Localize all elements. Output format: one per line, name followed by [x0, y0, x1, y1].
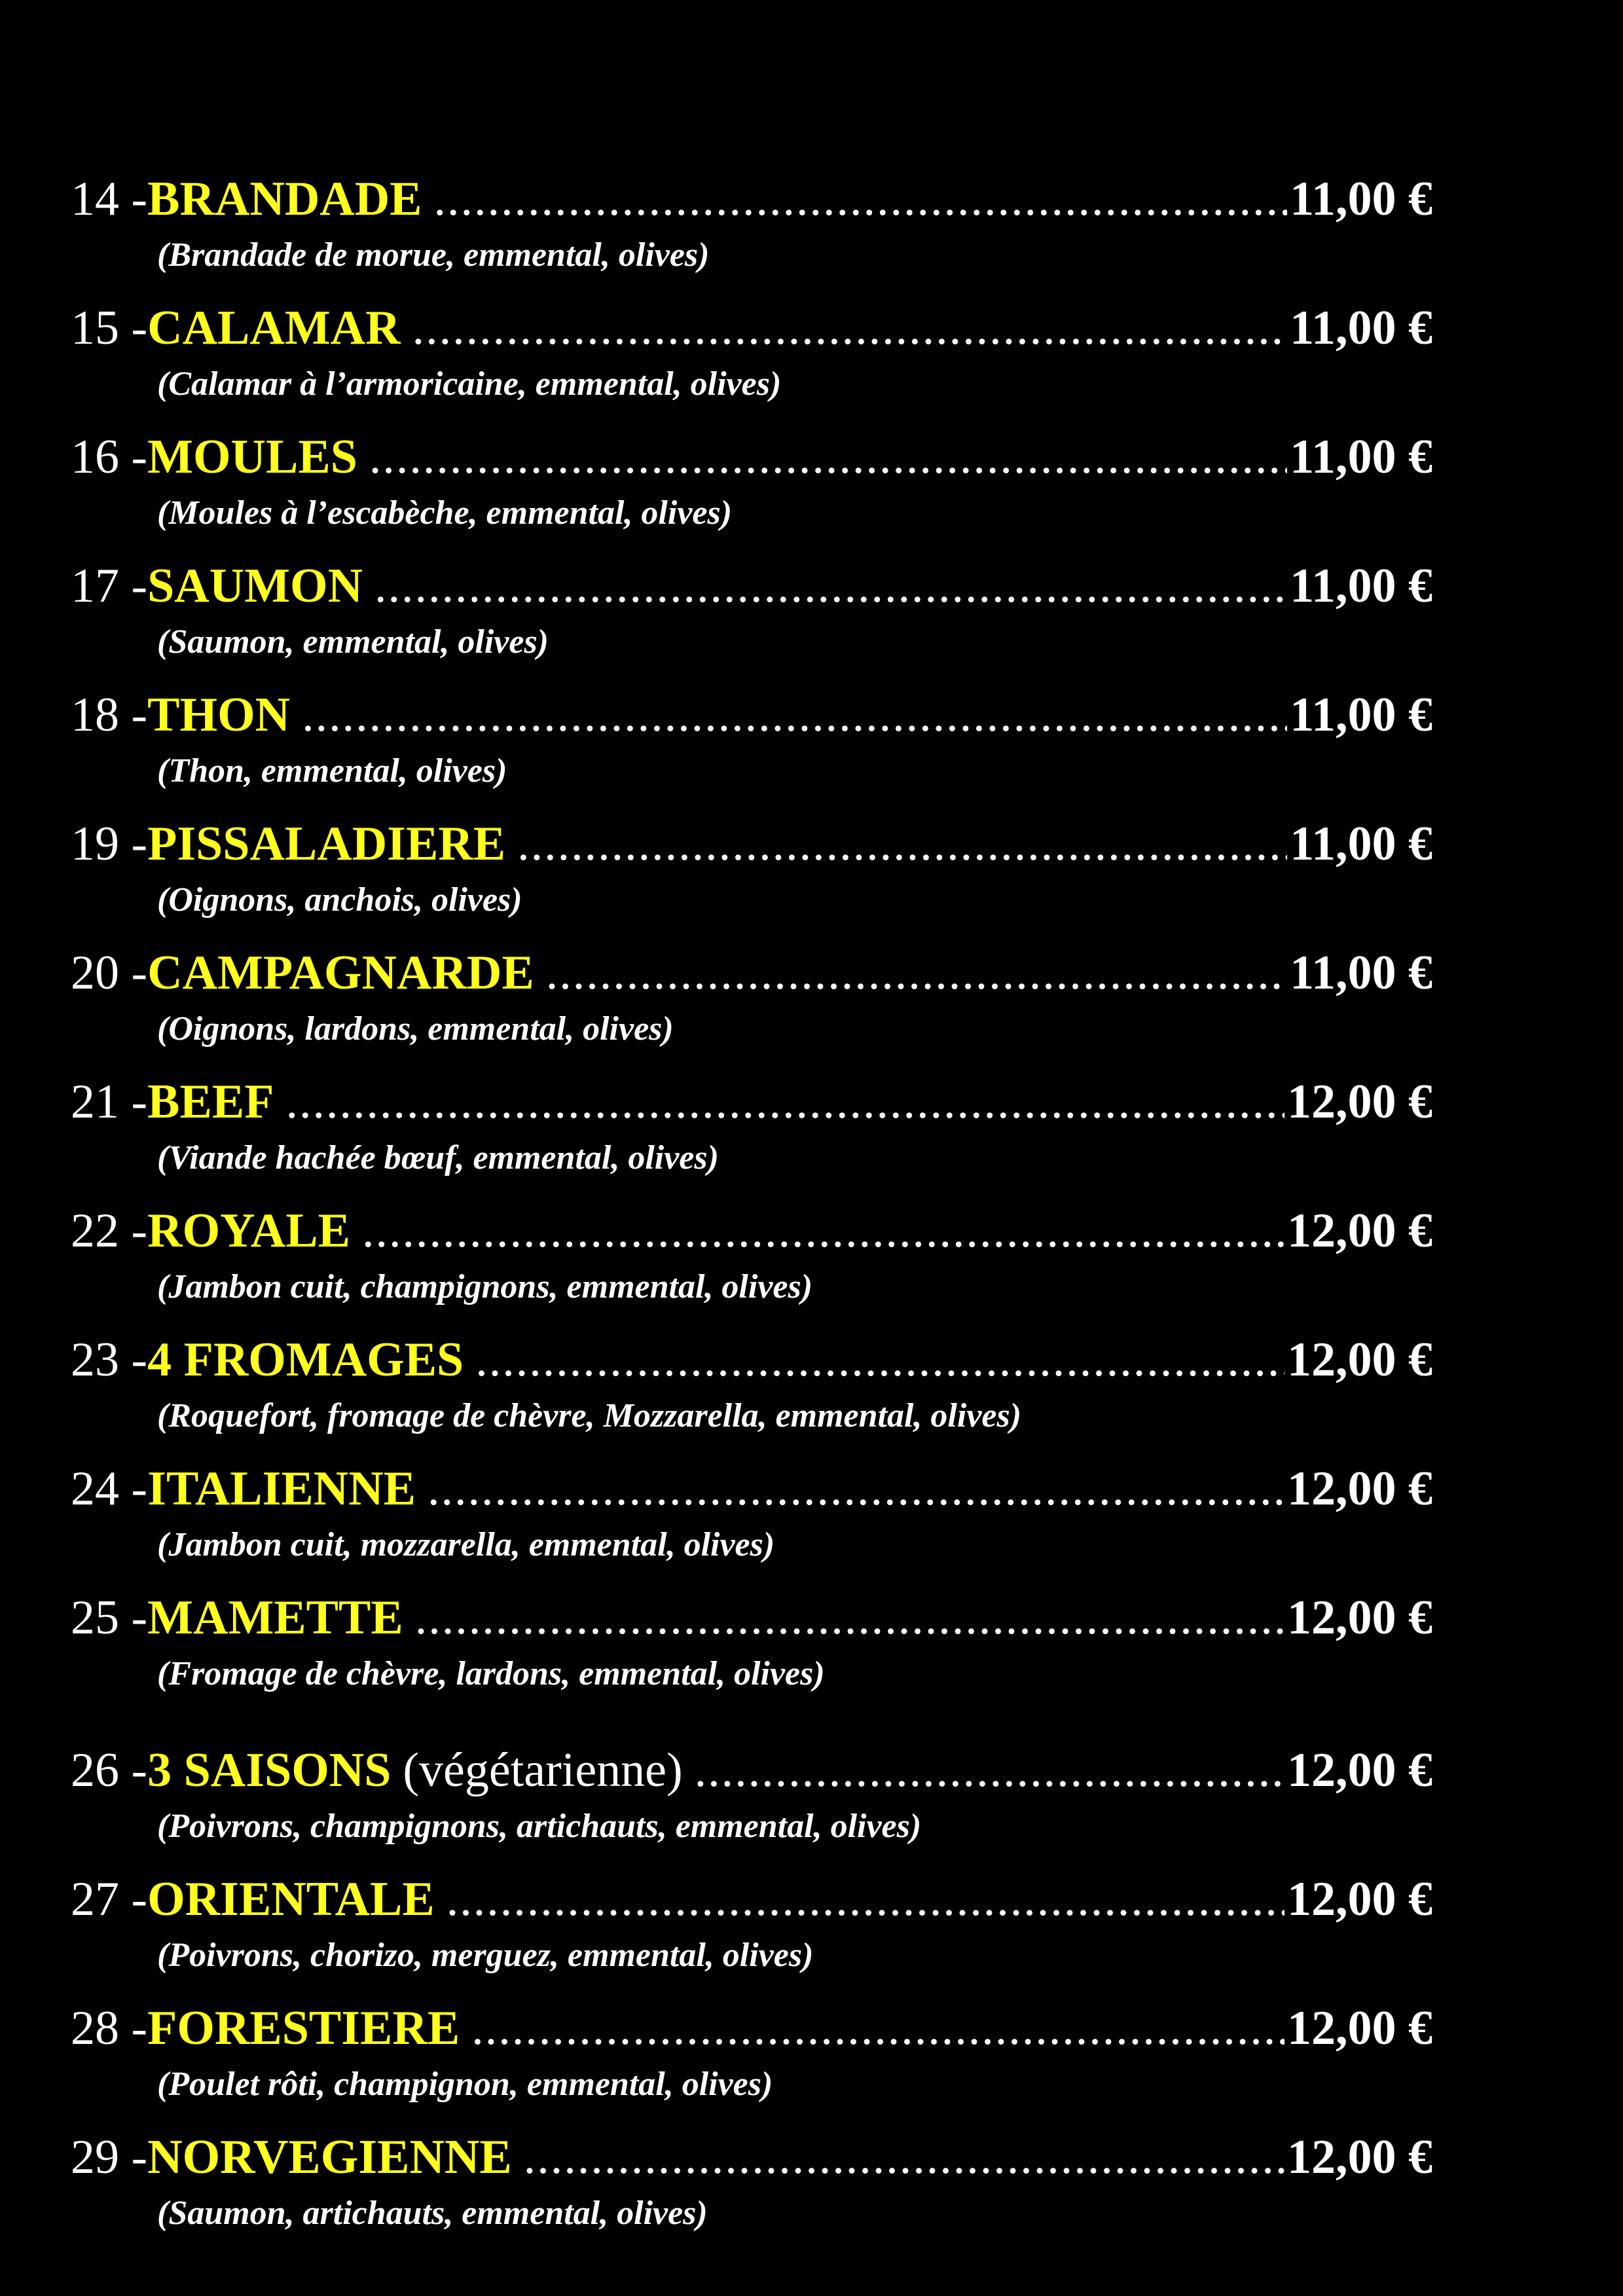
- item-number: 14 -: [71, 172, 148, 226]
- item-number: 26 -: [71, 1743, 148, 1797]
- item-description: (Saumon, artichauts, emmental, olives): [157, 2195, 708, 2232]
- item-name: CALAMAR: [147, 301, 401, 355]
- menu-item-25: [71, 1582, 1432, 1711]
- menu-item-line: [71, 1324, 1432, 1395]
- item-name: 3 SAISONS: [147, 1743, 392, 1797]
- item-number: 19 -: [71, 817, 148, 871]
- item-description: (Moules à l’escabèche, emmental, olives): [157, 494, 733, 532]
- item-number: 16 -: [71, 430, 148, 484]
- item-number: 25 -: [71, 1591, 148, 1645]
- item-description: (Oignons, lardons, emmental, olives): [157, 1010, 674, 1048]
- dot-leader: [524, 2122, 1285, 2193]
- item-number: 29 -: [71, 2130, 148, 2184]
- menu-item-19: [71, 809, 1432, 938]
- item-number: 17 -: [71, 559, 148, 613]
- item-price: 11,00 €: [1290, 172, 1432, 226]
- dot-leader: [447, 1864, 1285, 1935]
- item-price: 12,00 €: [1287, 1872, 1432, 1926]
- dot-leader: [517, 809, 1287, 879]
- dot-leader: [475, 1324, 1285, 1395]
- item-number: 18 -: [71, 688, 148, 742]
- item-description: (Poivrons, chorizo, merguez, emmental, olives): [157, 1937, 814, 1974]
- item-price: 12,00 €: [1287, 1333, 1432, 1387]
- dot-leader: [302, 680, 1287, 750]
- menu-item-line: [71, 1066, 1432, 1137]
- menu-item-29: [71, 2122, 1432, 2251]
- menu-item-line: [71, 938, 1432, 1008]
- menu-item-line: [71, 293, 1432, 363]
- menu-item-15: [71, 293, 1432, 422]
- item-price: 11,00 €: [1290, 688, 1432, 742]
- item-name: ITALIENNE: [147, 1462, 416, 1516]
- item-description: (Thon, emmental, olives): [157, 752, 507, 790]
- item-description: (Jambon cuit, mozzarella, emmental, olives): [157, 1526, 775, 1563]
- menu-item-17: [71, 551, 1432, 680]
- item-price: 11,00 €: [1290, 946, 1432, 1000]
- menu-item-22: [71, 1195, 1432, 1324]
- item-description: (Viande hachée bœuf, emmental, olives): [157, 1139, 719, 1176]
- menu-item-line: [71, 422, 1432, 492]
- item-number: 27 -: [71, 1872, 148, 1926]
- menu-item-14: [71, 164, 1432, 293]
- item-note: (végétarienne): [403, 1743, 683, 1797]
- item-description: (Calamar à l’armoricaine, emmental, olives): [157, 365, 782, 403]
- menu-item-line: [71, 1735, 1432, 1806]
- item-price: 12,00 €: [1287, 1743, 1432, 1797]
- item-number: 21 -: [71, 1075, 148, 1129]
- item-name: BRANDADE: [147, 172, 422, 226]
- menu-item-26: [71, 1735, 1432, 1864]
- menu-item-line: [71, 1582, 1432, 1653]
- menu-item-27: [71, 1864, 1432, 1993]
- menu-item-line: [71, 2122, 1432, 2193]
- item-price: 11,00 €: [1290, 559, 1432, 613]
- item-description: (Poulet rôti, champignon, emmental, olives): [157, 2066, 773, 2103]
- item-price: 12,00 €: [1287, 1591, 1432, 1645]
- item-price: 12,00 €: [1287, 1204, 1432, 1258]
- item-number: 15 -: [71, 301, 148, 355]
- menu-item-16: [71, 422, 1432, 551]
- dot-leader: [428, 1453, 1285, 1524]
- menu-item-line: [71, 809, 1432, 879]
- dot-leader: [546, 938, 1287, 1008]
- item-number: 20 -: [71, 946, 148, 1000]
- item-name: PISSALADIERE: [147, 817, 506, 871]
- dot-leader: [415, 1582, 1285, 1653]
- item-number: 22 -: [71, 1204, 148, 1258]
- item-description: (Saumon, emmental, olives): [157, 623, 549, 661]
- item-price: 12,00 €: [1287, 1075, 1432, 1129]
- menu-item-23: [71, 1324, 1432, 1453]
- item-description: (Brandade de morue, emmental, olives): [157, 236, 710, 274]
- item-price: 11,00 €: [1290, 301, 1432, 355]
- item-name: SAUMON: [147, 559, 363, 613]
- item-description: (Oignons, anchois, olives): [157, 881, 522, 919]
- item-price: 12,00 €: [1287, 2130, 1432, 2184]
- dot-leader: [285, 1066, 1285, 1137]
- pizza-menu-list: [71, 164, 1432, 2251]
- dot-leader: [412, 293, 1288, 363]
- item-price: 11,00 €: [1290, 817, 1432, 871]
- menu-item-line: [71, 164, 1432, 234]
- menu-item-line: [71, 1195, 1432, 1266]
- menu-item-28: [71, 1993, 1432, 2122]
- dot-leader: [369, 422, 1287, 492]
- dot-leader: [471, 1993, 1285, 2064]
- item-price: 11,00 €: [1290, 430, 1432, 484]
- item-description: (Poivrons, champignons, artichauts, emmental, olives): [157, 1808, 922, 1845]
- item-name: 4 FROMAGES: [147, 1333, 464, 1387]
- menu-item-line: [71, 1453, 1432, 1524]
- item-description: (Fromage de chèvre, lardons, emmental, olives): [157, 1655, 825, 1692]
- menu-item-line: [71, 680, 1432, 750]
- item-name: FORESTIERE: [147, 2001, 460, 2055]
- menu-item-line: [71, 551, 1432, 621]
- item-price: 12,00 €: [1287, 2001, 1432, 2055]
- item-name: ORIENTALE: [147, 1872, 435, 1926]
- dot-leader: [434, 164, 1288, 234]
- dot-leader: [374, 551, 1287, 621]
- item-price: 12,00 €: [1287, 1462, 1432, 1516]
- menu-item-line: [71, 1864, 1432, 1935]
- menu-item-18: [71, 680, 1432, 809]
- item-name: ROYALE: [147, 1204, 350, 1258]
- item-number: 24 -: [71, 1462, 148, 1516]
- menu-item-20: [71, 938, 1432, 1066]
- menu-item-24: [71, 1453, 1432, 1582]
- dot-leader: [695, 1735, 1285, 1806]
- item-name: CAMPAGNARDE: [147, 946, 534, 1000]
- menu-item-21: [71, 1066, 1432, 1195]
- dot-leader: [362, 1195, 1285, 1266]
- item-description: (Jambon cuit, champignons, emmental, olives): [157, 1268, 813, 1305]
- item-name: BEEF: [147, 1075, 274, 1129]
- item-name: THON: [147, 688, 291, 742]
- menu-item-line: [71, 1993, 1432, 2064]
- item-number: 28 -: [71, 2001, 148, 2055]
- item-name: MAMETTE: [147, 1591, 403, 1645]
- item-name: MOULES: [147, 430, 357, 484]
- item-number: 23 -: [71, 1333, 148, 1387]
- item-description: (Roquefort, fromage de chèvre, Mozzarella, emmental, olives): [157, 1397, 1022, 1434]
- item-name: NORVEGIENNE: [147, 2130, 512, 2184]
